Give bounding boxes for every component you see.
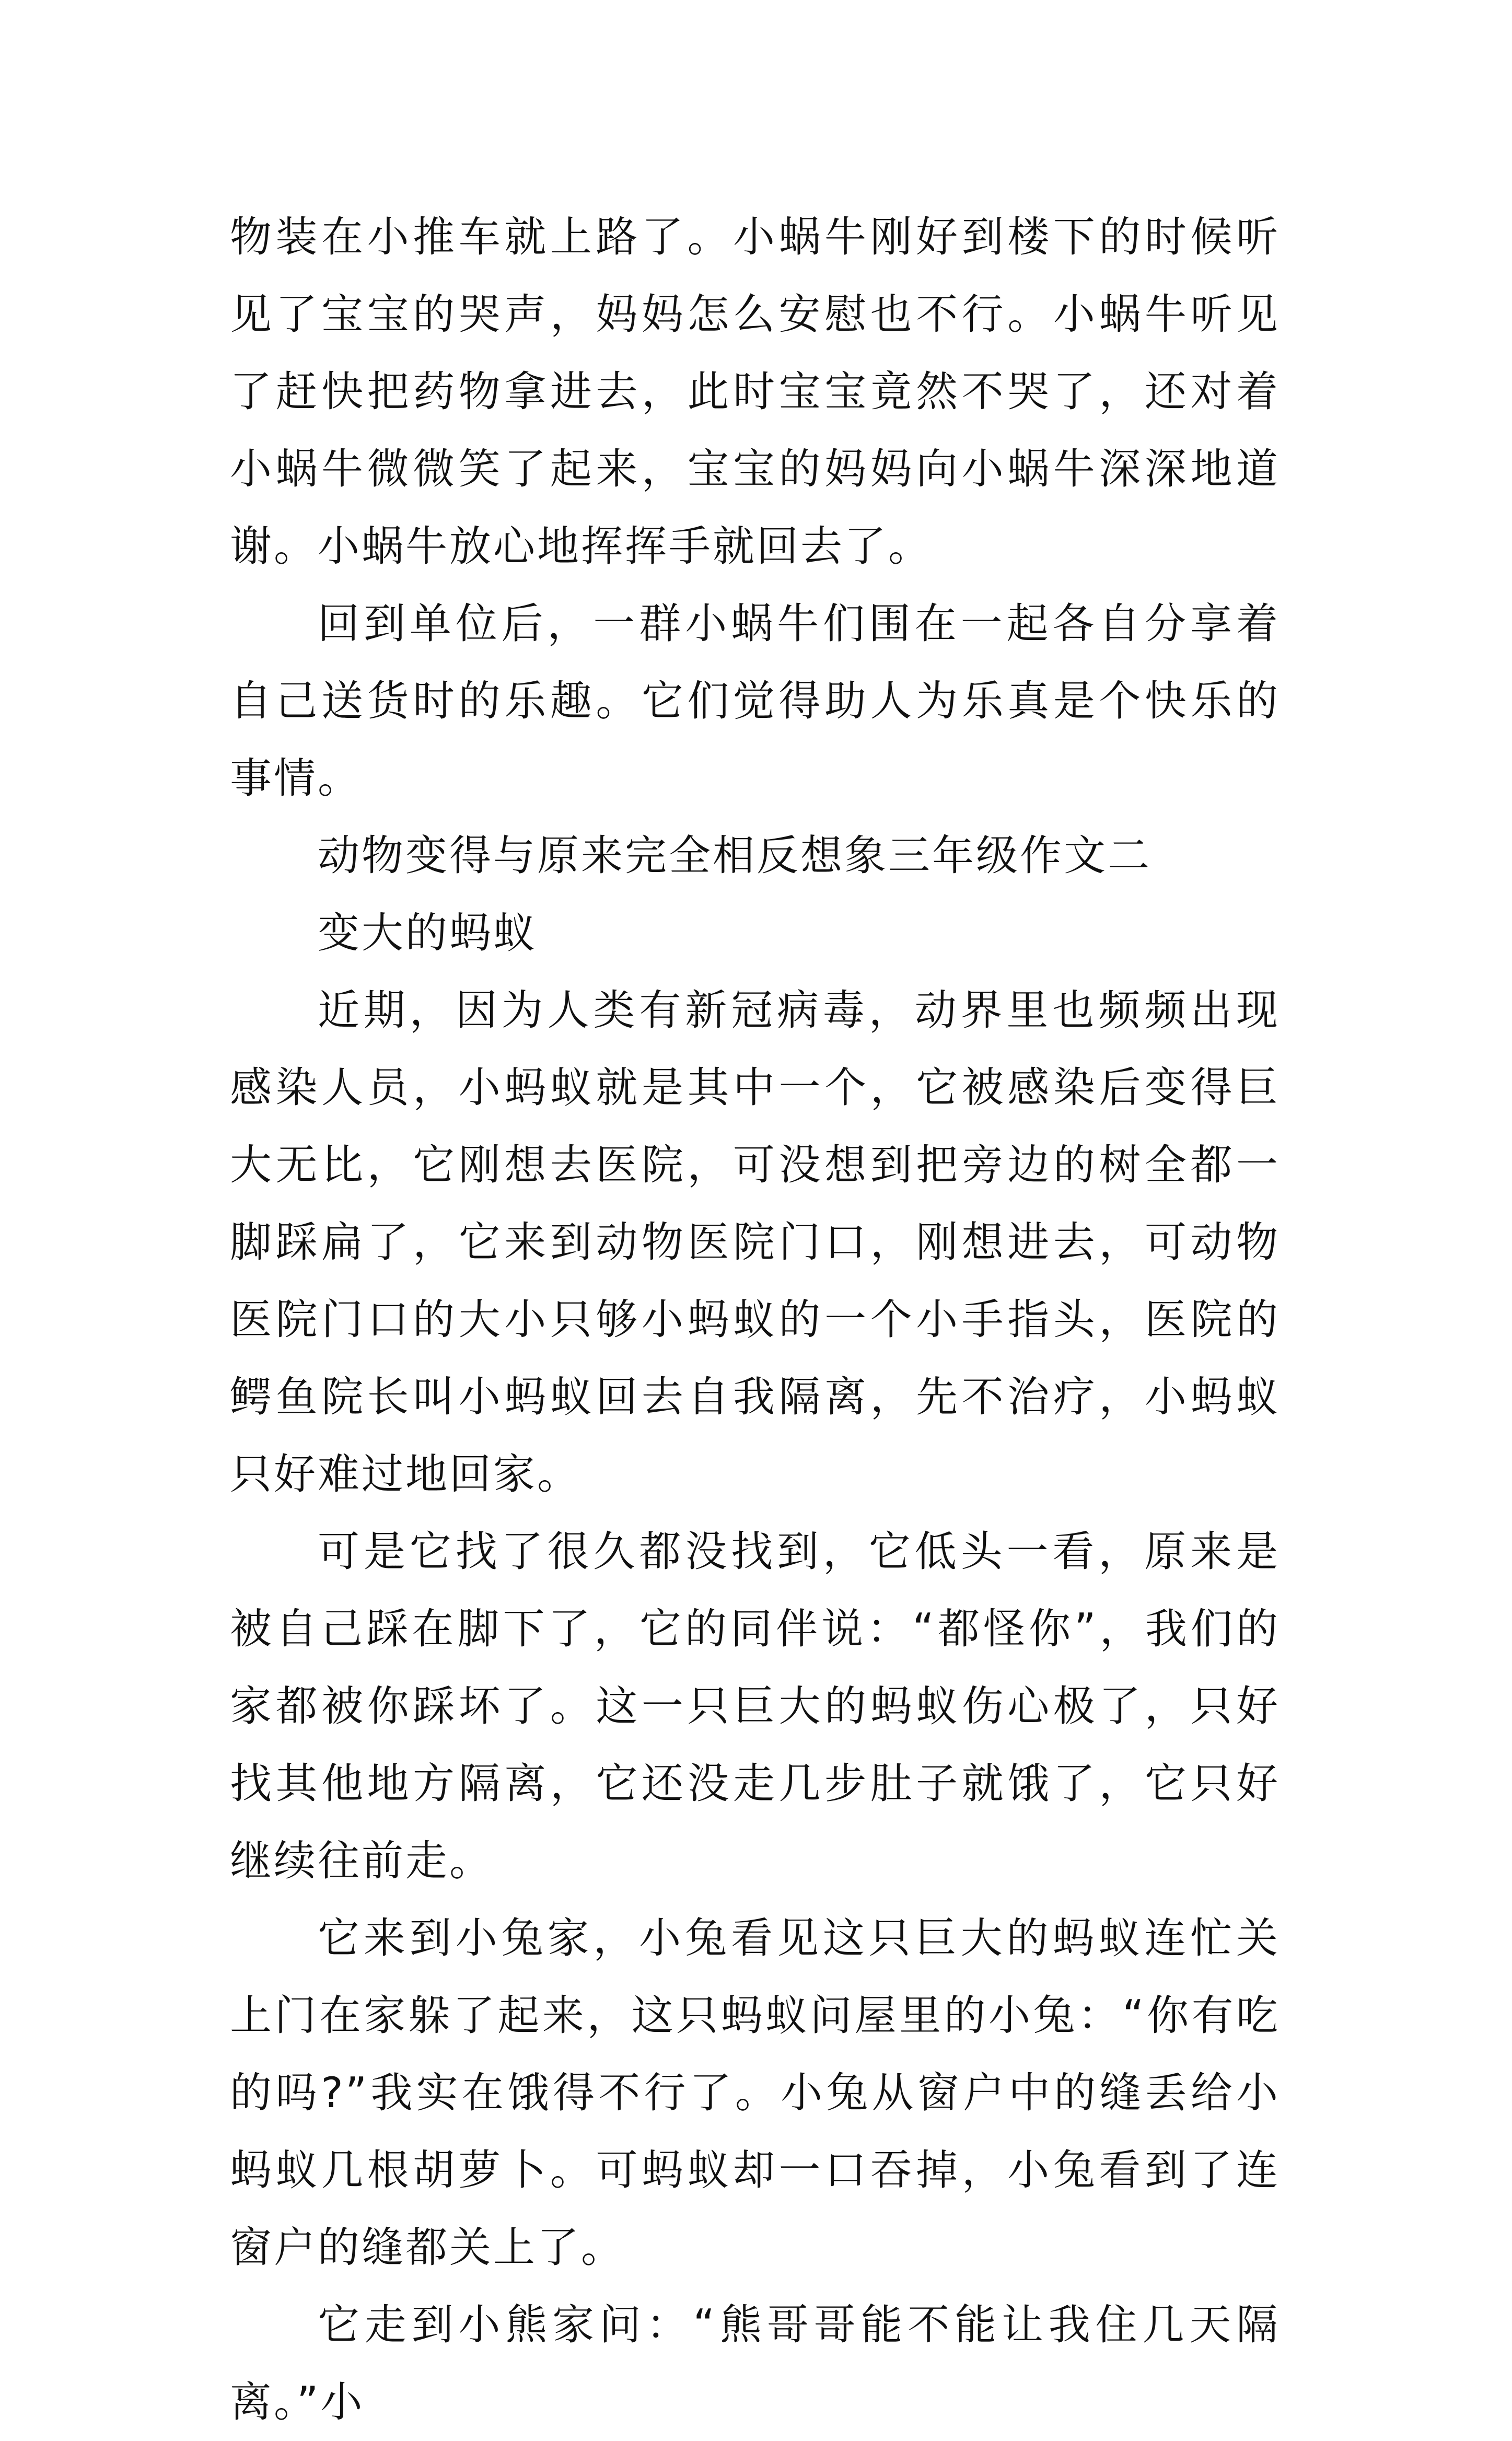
paragraph: 物装在小推车就上路了。小蜗牛刚好到楼下的时候听见了宝宝的哭声，妈妈怎么安慰也不行。小蜗牛听见了赶快把药物拿进去，此时宝宝竟然不哭了，还对着小蜗牛微微笑了起来，宝宝的妈妈向小蜗牛深深地道谢。小蜗牛放心地挥挥手就回去了。	[230, 213, 1280, 571]
paragraph: 近期，因为人类有新冠病毒，动界里也频频出现感染人员，小蚂蚁就是其中一个，它被感染后变得巨大无比，它刚想去医院，可没想到把旁边的树全都一脚踩扁了，它来到动物医院门口，刚想进去，可动物医院门口的大小只够小蚂蚁的一个小手指头，医院的鳄鱼院长叫小蚂蚁回去自我隔离，先不治疗，小蚂蚁只好难过地回家。	[230, 986, 1280, 1498]
paragraph: 可是它找了很久都没找到，它低头一看，原来是被自己踩在脚下了，它的同伴说：“都怪你”，我们的家都被你踩坏了。这一只巨大的蚂蚁伤心极了，只好找其他地方隔离，它还没走几步肚子就饿了，它只好继续往前走。	[230, 1527, 1280, 1885]
paragraph: 它来到小兔家，小兔看见这只巨大的蚂蚁连忙关上门在家躲了起来，这只蚂蚁问屋里的小兔：“你有吃的吗?”我实在饿得不行了。小兔从窗户中的缝丢给小蚂蚁几根胡萝卜。可蚂蚁却一口吞掉，小兔看到了连窗户的缝都关上了。	[230, 1914, 1280, 2272]
section-title: 动物变得与原来完全相反想象三年级作文二	[318, 831, 1152, 880]
document-body	[230, 199, 1280, 2441]
paragraph: 它走到小熊家问：“熊哥哥能不能让我住几天隔离。”小	[230, 2300, 1280, 2426]
paragraph: 回到单位后，一群小蜗牛们围在一起各自分享着自己送货时的乐趣。它们觉得助人为乐真是个快乐的事情。	[230, 599, 1280, 803]
story-title: 变大的蚂蚁	[318, 909, 537, 957]
